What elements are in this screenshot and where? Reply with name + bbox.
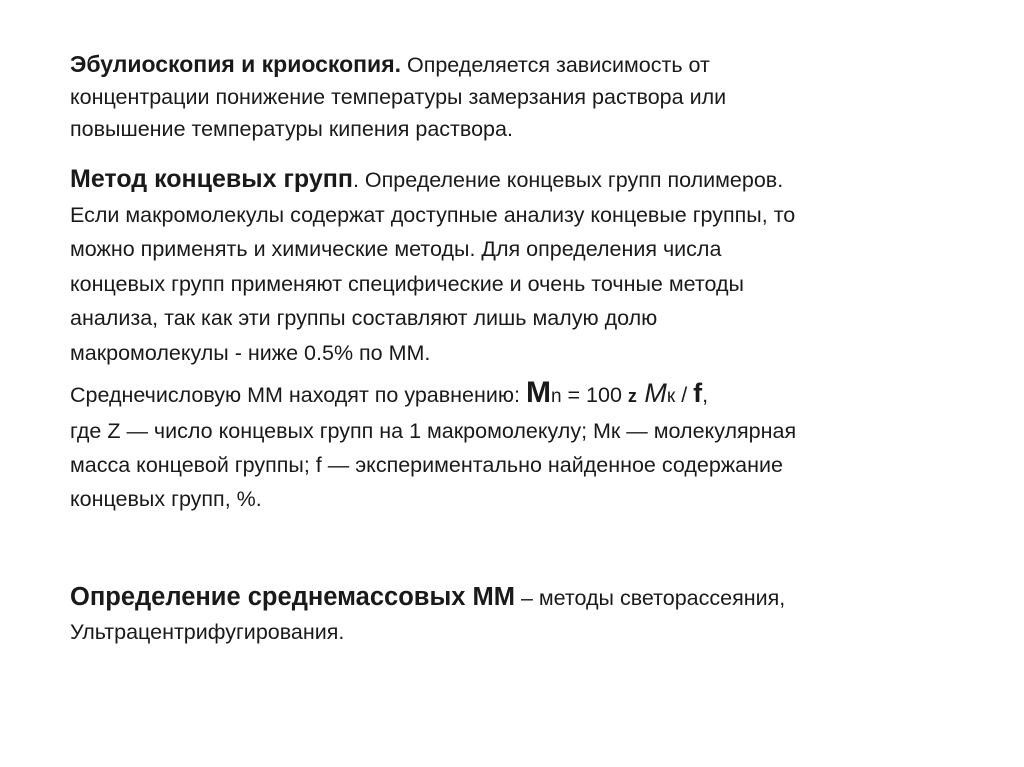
end-groups-paragraph [70, 162, 970, 370]
end-groups-line-1 [70, 162, 970, 198]
weight-average-heading: Определение среднемассовых ММ [70, 583, 515, 611]
formula-m-italic: M [636, 378, 667, 408]
ebullioscopy-heading: Эбулиоскопия и криоскопия. [70, 51, 402, 77]
end-groups-heading-tail: . Определение концевых групп полимеров. [352, 168, 784, 192]
formula-n-subscript: n [550, 386, 562, 407]
end-groups-text-5: анализа, так как эти группы составляют лишь малую долю [70, 306, 658, 330]
end-groups-heading: Метод концевых групп [70, 165, 353, 193]
ebullioscopy-text-2: концентрации понижение температуры замерзания раствора или [70, 85, 727, 109]
formula-m-symbol: M [525, 376, 551, 409]
weight-average-text-2: Ультрацентрифугирования. [70, 620, 345, 644]
ebullioscopy-paragraph [70, 48, 970, 145]
formula-text-4: концевых групп, %. [70, 487, 262, 511]
formula-text-3: масса концевой группы; f — экспериментально найденное содержание [70, 453, 783, 477]
ebullioscopy-line-1 [70, 48, 970, 81]
formula-z-symbol: z [627, 386, 637, 406]
weight-average-paragraph [70, 580, 970, 649]
formula-intro: Среднечисловую ММ находят по уравнению: [70, 383, 526, 407]
weight-average-line-1 [70, 580, 970, 615]
formula-f-symbol: f [693, 378, 703, 408]
ebullioscopy-text-3: повышение температуры кипения раствора. [70, 117, 513, 141]
formula-paragraph [70, 376, 970, 516]
formula-comma: , [702, 383, 709, 407]
end-groups-text-3: можно применять и химические методы. Для определения числа [70, 237, 722, 261]
end-groups-text-4: концевых групп применяют специфические и очень точные методы [70, 271, 744, 296]
end-groups-text-2: Если макромолекулы содержат доступные анализу концевые группы, то [70, 202, 796, 227]
formula-text-2: где Z — число концевых групп на 1 макромолекулу; Мк — молекулярная [70, 419, 797, 443]
formula-slash: / [675, 383, 694, 407]
formula-line-1 [70, 376, 970, 414]
formula-equals: = 100 [561, 383, 628, 407]
ebullioscopy-text-1: Определяется зависимость от [401, 53, 710, 77]
weight-average-tail: – методы светорассеяния, [514, 586, 786, 610]
formula-k-subscript: к [666, 386, 676, 407]
end-groups-text-6: макромолекулы - ниже 0.5% по ММ. [70, 340, 431, 365]
